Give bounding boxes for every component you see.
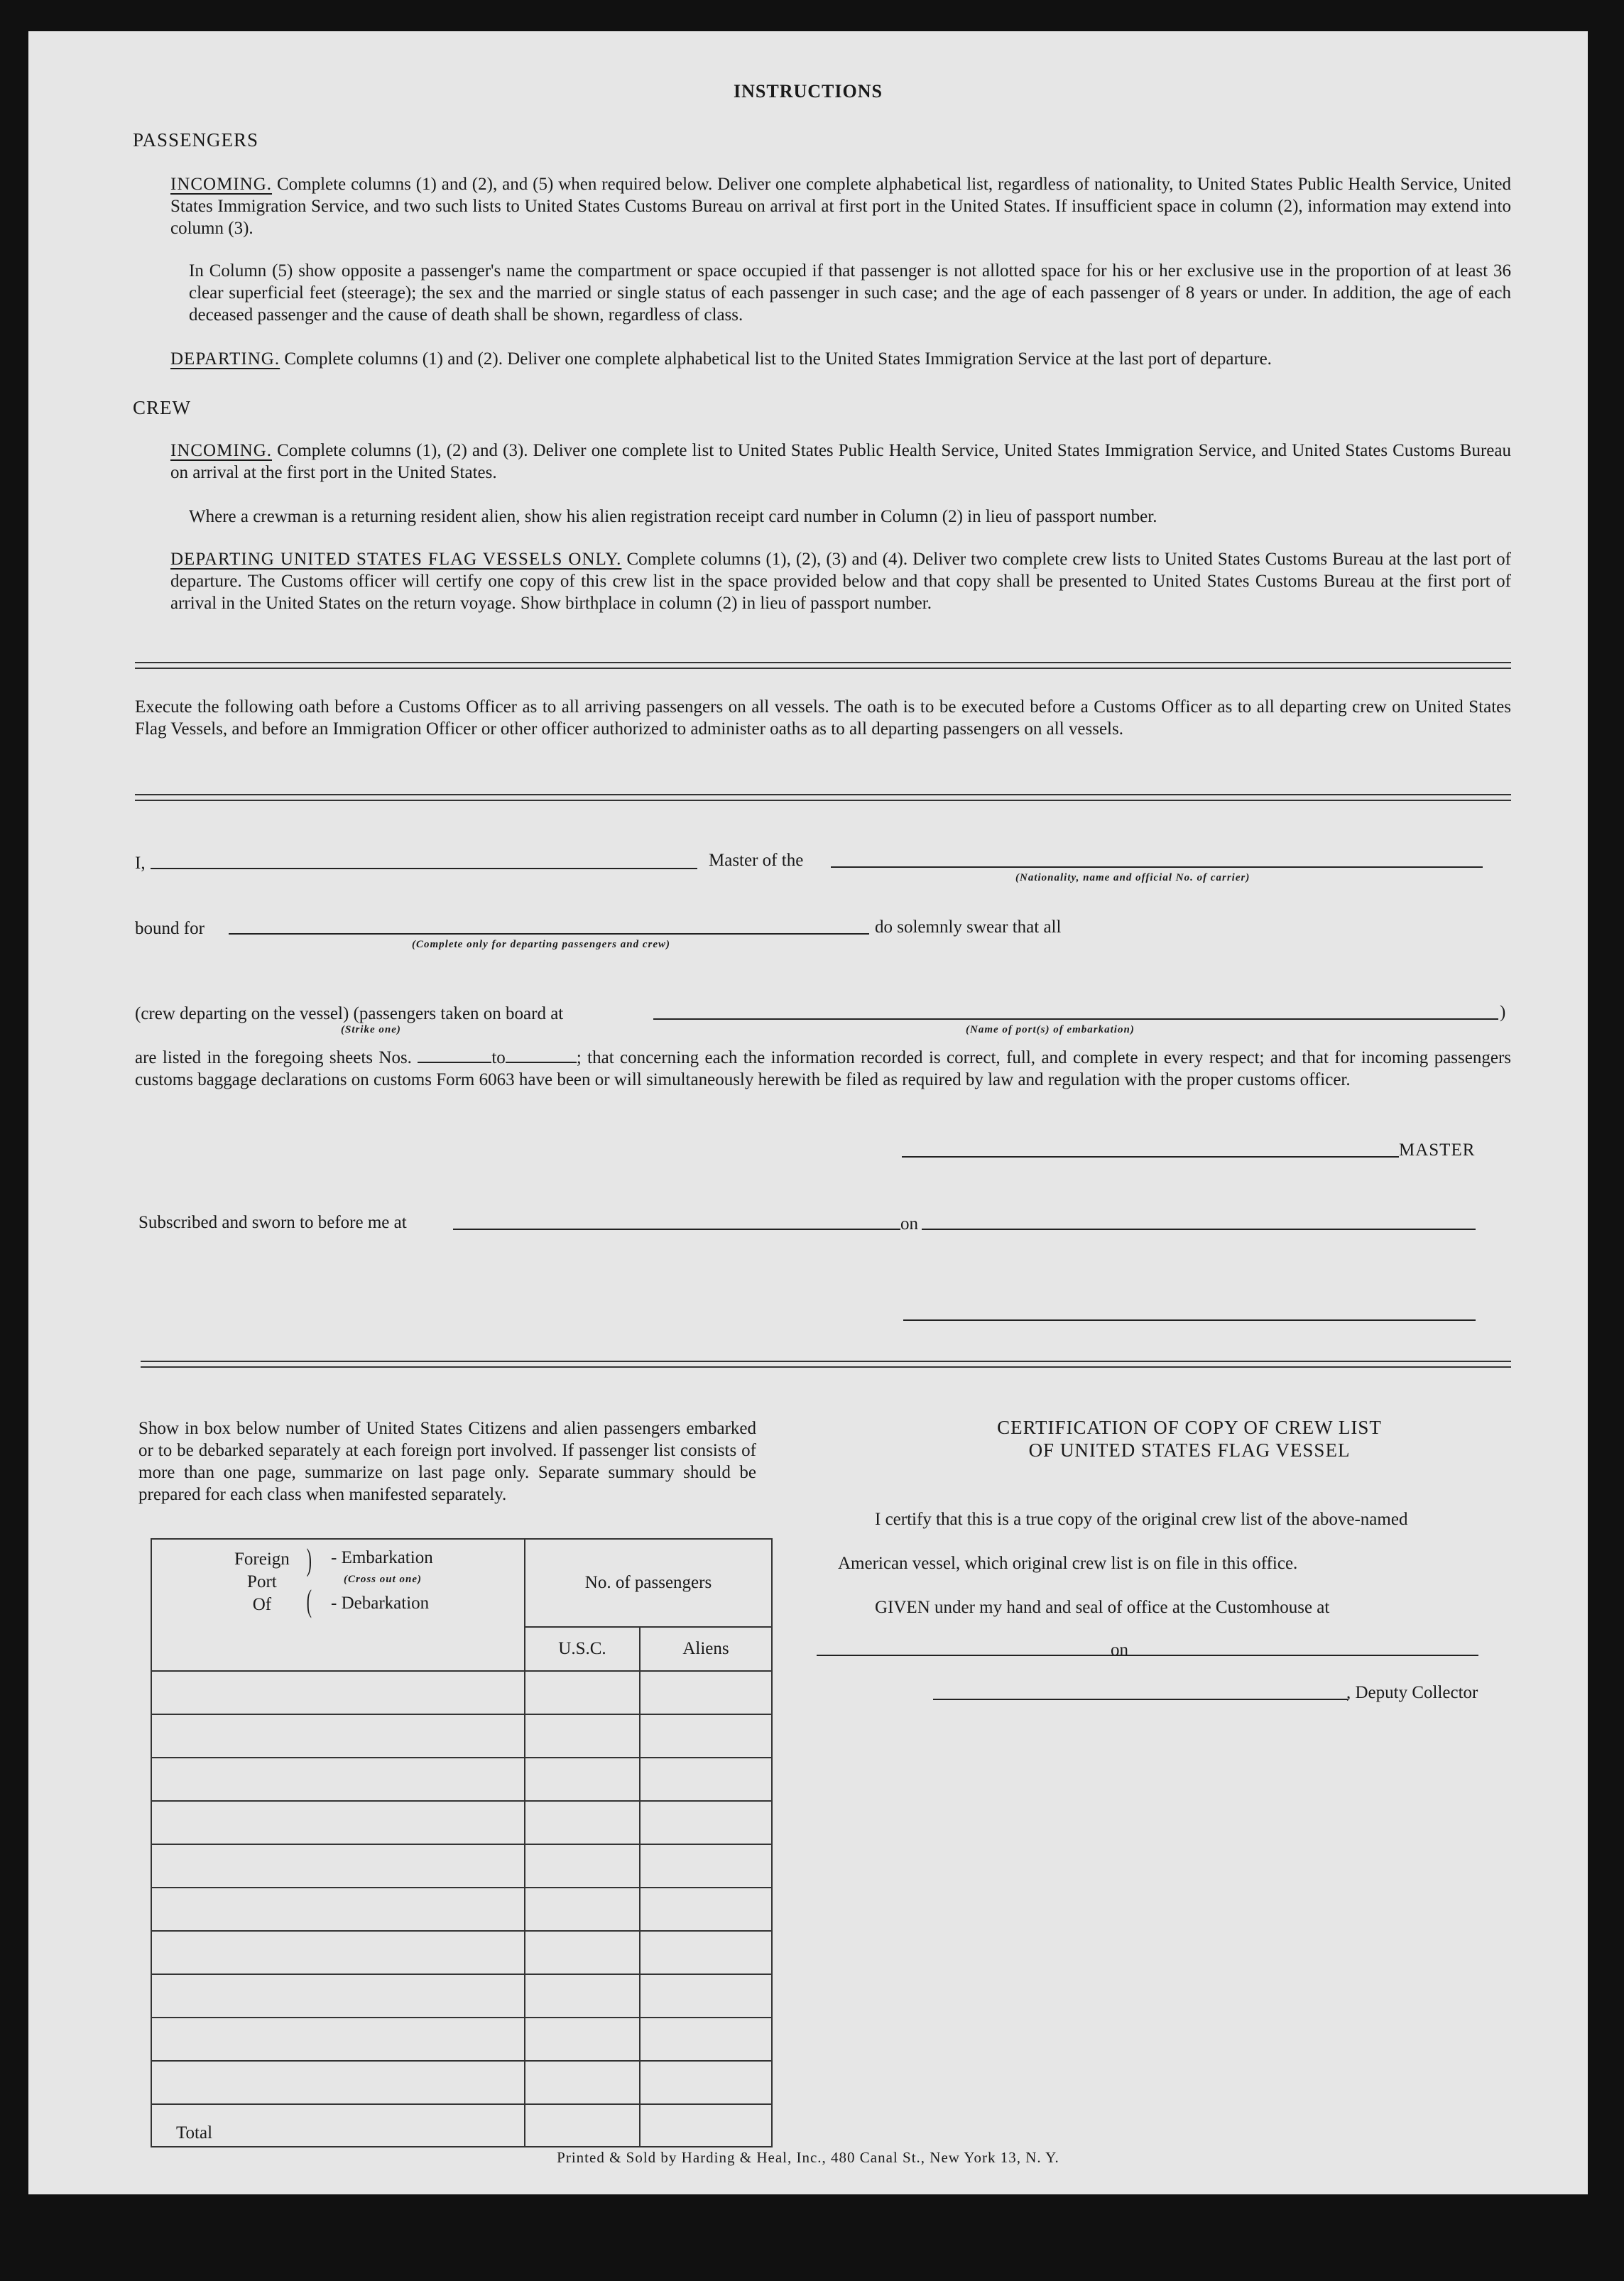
crew-departing-label: DEPARTING UNITED STATES FLAG VESSELS ONLY. [170,550,622,569]
table-row [151,1801,772,1844]
table-row [151,1758,772,1801]
usc-cell[interactable] [525,1801,640,1844]
divider [135,794,1511,801]
summary-instructions: Show in box below number of United States Citizens and alien passengers embarked or to be debarked separately at each foreign port involved. If passenger list consists of more than one page, summarize on last page only. Separate summary should be prepared for each class when manifested separately. [138,1419,756,1504]
certification-title-line1: CERTIFICATION OF COPY OF CREW LIST [997,1417,1382,1438]
passengers-incoming-text: Complete columns (1) and (2), and (5) when required below. Deliver one complete alphabetical list, regardless of nationality, to United States Public Health Service, United States Immigration Service, and two such lists to United States Customs Bureau on arrival at first port in the United States. If insufficient space in column (2), information may extend into column (3). [170,175,1511,238]
crew-heading: CREW [133,397,191,418]
certification-on-label: on [1111,1640,1128,1660]
table-row [151,2018,772,2061]
aliens-cell[interactable] [640,2061,772,2104]
deputy-signature-field[interactable] [933,1699,1348,1700]
sheet-to-field[interactable] [506,1047,577,1063]
total-row [151,2104,772,2147]
port-cell[interactable] [151,2061,525,2104]
col-port: Port [247,1572,277,1591]
usc-cell[interactable] [525,2018,640,2061]
ports-caption: (Name of port(s) of embarkation) [966,1024,1135,1035]
no-of-passengers-header: No. of passengers [525,1539,772,1627]
aliens-cell[interactable] [640,1844,772,1888]
sworn-place-field[interactable] [453,1229,900,1230]
port-cell[interactable] [151,2018,525,2061]
table-row [151,1714,772,1758]
port-cell[interactable] [151,1671,525,1714]
port-cell[interactable] [151,1888,525,1931]
usc-cell[interactable] [525,1758,640,1801]
aliens-total-cell[interactable] [640,2104,772,2147]
page-title: INSTRUCTIONS [734,81,883,102]
brace-bottom: ( [306,1584,312,1618]
aliens-cell[interactable] [640,2018,772,2061]
printer-footer: Printed & Sold by Harding & Heal, Inc., 480 Canal St., New York 13, N. Y. [557,2149,1059,2166]
total-label: Total [151,2104,525,2147]
table-row [151,1888,772,1931]
passengers-heading: PASSENGERS [133,129,259,151]
usc-cell[interactable] [525,1974,640,2018]
certification-date-field[interactable] [1135,1655,1478,1656]
sworn-date-field[interactable] [922,1229,1476,1230]
aliens-cell[interactable] [640,1888,772,1931]
form-page [28,31,1588,2194]
bound-for-caption: (Complete only for departing passengers and crew) [412,939,670,950]
crew-incoming-paragraph [170,440,1511,484]
table-row [151,1974,772,2018]
port-cell[interactable] [151,1758,525,1801]
cross-out-caption: (Cross out one) [344,1574,423,1585]
table-row [151,1844,772,1888]
aliens-cell[interactable] [640,1974,772,2018]
usc-cell[interactable] [525,1714,640,1758]
certify-text: I certify that this is a true copy of the original crew list of the above-named [875,1510,1408,1529]
passengers-incoming-label: INCOMING. [170,175,273,194]
aliens-cell[interactable] [640,1758,772,1801]
usc-header: U.S.C. [525,1627,640,1671]
carrier-caption: (Nationality, name and official No. of carrier) [1015,872,1250,883]
master-of-the-label: Master of the [709,851,804,870]
table-row [151,2061,772,2104]
subscribed-label: Subscribed and sworn to before me at [138,1213,407,1232]
listed-paragraph [135,1047,1511,1091]
port-cell[interactable] [151,1844,525,1888]
passengers-departing-text: Complete columns (1) and (2). Deliver one complete alphabetical list to the United States Immigration Service at the last port of departure. [284,349,1272,369]
passengers-incoming-paragraph [170,173,1511,239]
listed-text-b: ; that concerning each the information recorded is correct, full, and complete in every respect; and that for incoming passengers customs baggage declarations on customs Form 6063 have been or will simultaneously herewith be filed as required by law and regulation with the proper customs officer. [135,1048,1512,1089]
aliens-header: Aliens [640,1627,772,1671]
sworn-on-label: on [900,1214,918,1234]
divider [135,662,1511,669]
usc-cell[interactable] [525,1931,640,1974]
embarkation-label: - Embarkation [331,1548,433,1567]
deputy-collector-label: , Deputy Collector [1346,1683,1478,1702]
swear-text: do solemnly swear that all [875,918,1062,937]
given-text: GIVEN under my hand and seal of office at the Customhouse at [875,1598,1330,1617]
table-row [151,1931,772,1974]
passengers-column5-paragraph: In Column (5) show opposite a passenger's name the compartment or space occupied if that passenger is not allotted space for his or her exclusive use in the proportion of at least 36 clear superficial feet (steerage); the sex and the married or single status of each passenger in such case; and the age of each passenger of 8 years or under. In addition, the age of each deceased passenger and the cause of death shall be shown, regardless of class. [189,261,1511,325]
listed-text-a: are listed in the foregoing sheets Nos. [135,1048,412,1067]
debarkation-label: - Debarkation [331,1594,430,1613]
certification-title-line2: OF UNITED STATES FLAG VESSEL [1028,1439,1351,1461]
embarkation-ports-field[interactable] [653,1018,1498,1020]
passengers-departing-label: DEPARTING. [170,349,280,369]
officer-signature-field[interactable] [903,1319,1476,1321]
aliens-cell[interactable] [640,1671,772,1714]
crew-departing-paragraph [170,548,1511,614]
carrier-field[interactable] [831,866,1483,868]
crew-resident-paragraph: Where a crewman is a returning resident alien, show his alien registration receipt card number in Column (2) in lieu of passport number. [189,507,1157,526]
crew-passengers-text: (crew departing on the vessel) (passengers taken on board at [135,1004,564,1023]
american-vessel-text: American vessel, which original crew list is on file in this office. [838,1554,1298,1573]
strike-one-caption: (Strike one) [341,1024,401,1035]
usc-total-cell[interactable] [525,2104,640,2147]
aliens-cell[interactable] [640,1801,772,1844]
crew-incoming-text: Complete columns (1), (2) and (3). Deliver one complete list to United States Public Health Service, United States Immigration Service, and United States Customs Bureau on arrival at the first port in the United States. [170,441,1511,482]
aliens-cell[interactable] [640,1931,772,1974]
certification-title [802,1416,1576,1461]
divider [141,1361,1511,1368]
port-cell[interactable] [151,1801,525,1844]
col-of: Of [252,1595,272,1614]
table-row [151,1671,772,1714]
bound-for-field[interactable] [229,933,869,935]
sheet-from-field[interactable] [418,1047,491,1063]
listed-to-label: to [491,1048,506,1067]
crew-incoming-label: INCOMING. [170,441,273,460]
oath-instructions: Execute the following oath before a Customs Officer as to all arriving passengers on all vessels. The oath is to be executed before a Customs Officer as to all departing crew on United States Flag Vessels, and before an Immigration Officer or other officer authorized to administer oaths as to all departing passengers on all vessels. [135,697,1511,739]
usc-cell[interactable] [525,1671,640,1714]
col-foreign: Foreign [234,1550,290,1569]
usc-cell[interactable] [525,1844,640,1888]
master-signature-field[interactable] [902,1156,1399,1158]
passengers-departing-paragraph [170,348,1511,370]
master-name-field[interactable] [151,868,697,869]
master-label: MASTER [1399,1140,1476,1160]
brace-top: ) [306,1542,312,1577]
oath-i-label: I, [135,854,146,873]
crew-departing-text: Complete columns (1), (2), (3) and (4). Deliver two complete crew lists to United States Customs Bureau at the last port of departure. The Customs officer will certify one copy of this crew list in the space provided below and that copy shall be presented to United States Customs Bureau at the first port of arrival in the United States on the return voyage. Show birthplace in column (2) in lieu of passport number. [170,550,1511,613]
port-cell[interactable] [151,1714,525,1758]
bound-for-label: bound for [135,919,205,938]
port-cell[interactable] [151,1974,525,2018]
close-paren: ) [1500,1003,1506,1022]
aliens-cell[interactable] [640,1714,772,1758]
usc-cell[interactable] [525,2061,640,2104]
passenger-summary-table [151,1538,773,2147]
customhouse-field[interactable] [817,1655,1138,1656]
foreign-port-header [151,1539,525,1671]
port-cell[interactable] [151,1931,525,1974]
usc-cell[interactable] [525,1888,640,1931]
